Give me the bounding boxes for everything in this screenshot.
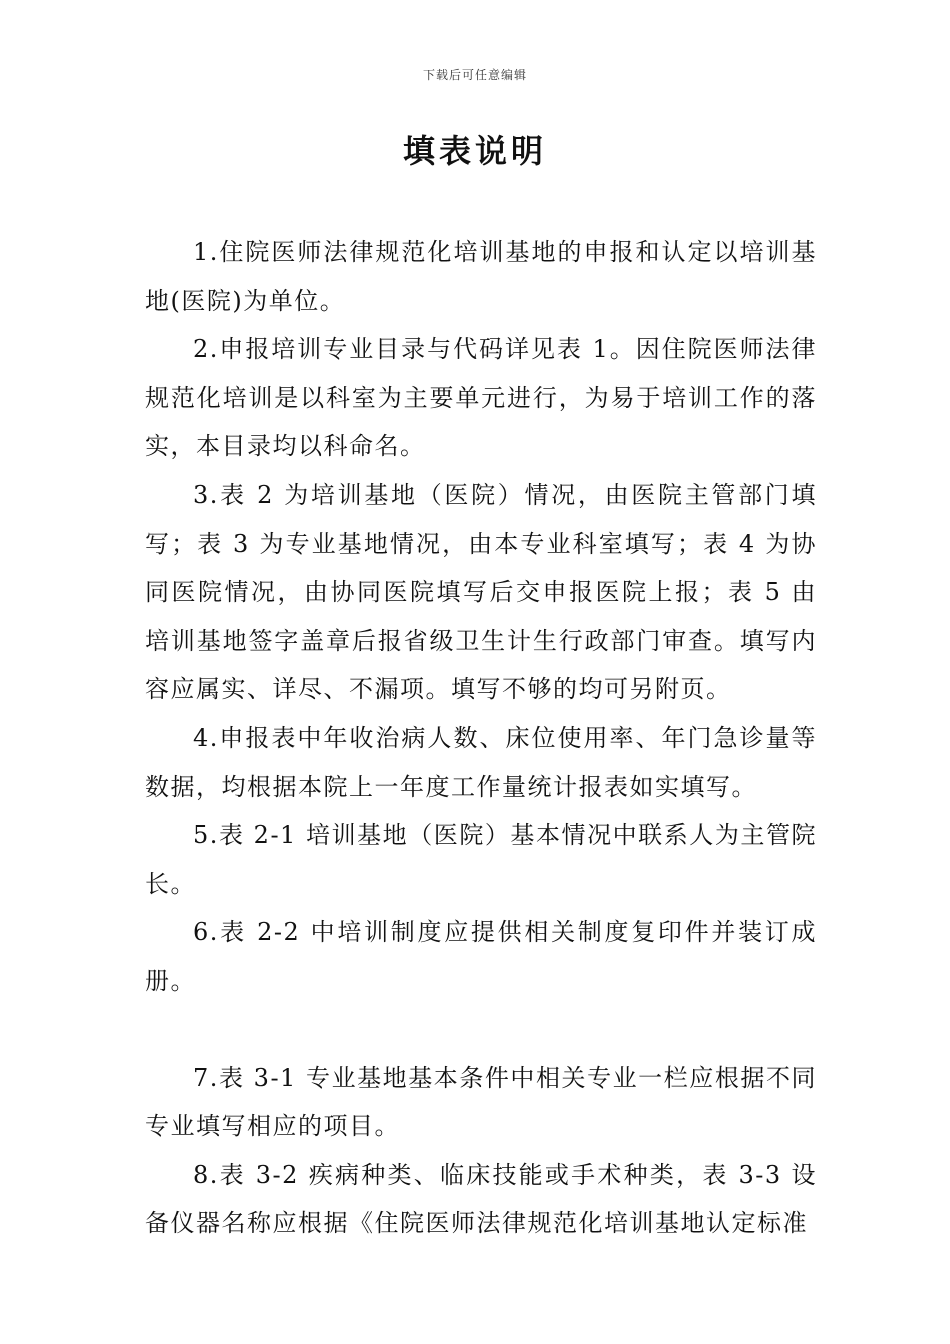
- instruction-paragraph-1: 1.住院医师法律规范化培训基地的申报和认定以培训基地(医院)为单位。: [145, 238, 817, 315]
- instructions-body: [145, 228, 817, 1248]
- page-header-note: 下载后可任意编辑: [422, 68, 527, 82]
- instruction-paragraph-4: 4.申报表中年收治病人数、床位使用率、年门急诊量等数据，均根据本院上一年度工作量统计报表如实填写。: [145, 723, 817, 801]
- instruction-paragraph-2: 2.申报培训专业目录与代码详见表 1。因住院医师法律规范化培训是以科室为主要单元进行，为易于培训工作的落实，本目录均以科命名。: [145, 335, 817, 461]
- instruction-paragraph-6: 6.表 2-2 中培训制度应提供相关制度复印件并装订成册。: [145, 918, 817, 995]
- instruction-paragraph-3: 3.表 2 为培训基地（医院）情况，由医院主管部门填写；表 3 为专业基地情况，由本专业科室填写；表 4 为协同医院情况，由协同医院填写后交申报医院上报；表 5 由培训基地签字盖章后报省级卫生计生行政部门审查。填写内容应属实、详尽、不漏项。填写不够的均可另附页。: [145, 480, 817, 704]
- instruction-paragraph-7: 7.表 3-1 专业基地基本条件中相关专业一栏应根据不同专业填写相应的项目。: [145, 1063, 817, 1141]
- document-title: 填表说明: [402, 132, 547, 170]
- instruction-paragraph-8: 8.表 3-2 疾病种类、临床技能或手术种类，表 3-3 设备仪器名称应根据《住院医师法律规范化培训基地认定标准: [145, 1160, 817, 1238]
- instruction-paragraph-5: 5.表 2-1 培训基地（医院）基本情况中联系人为主管院长。: [145, 821, 817, 898]
